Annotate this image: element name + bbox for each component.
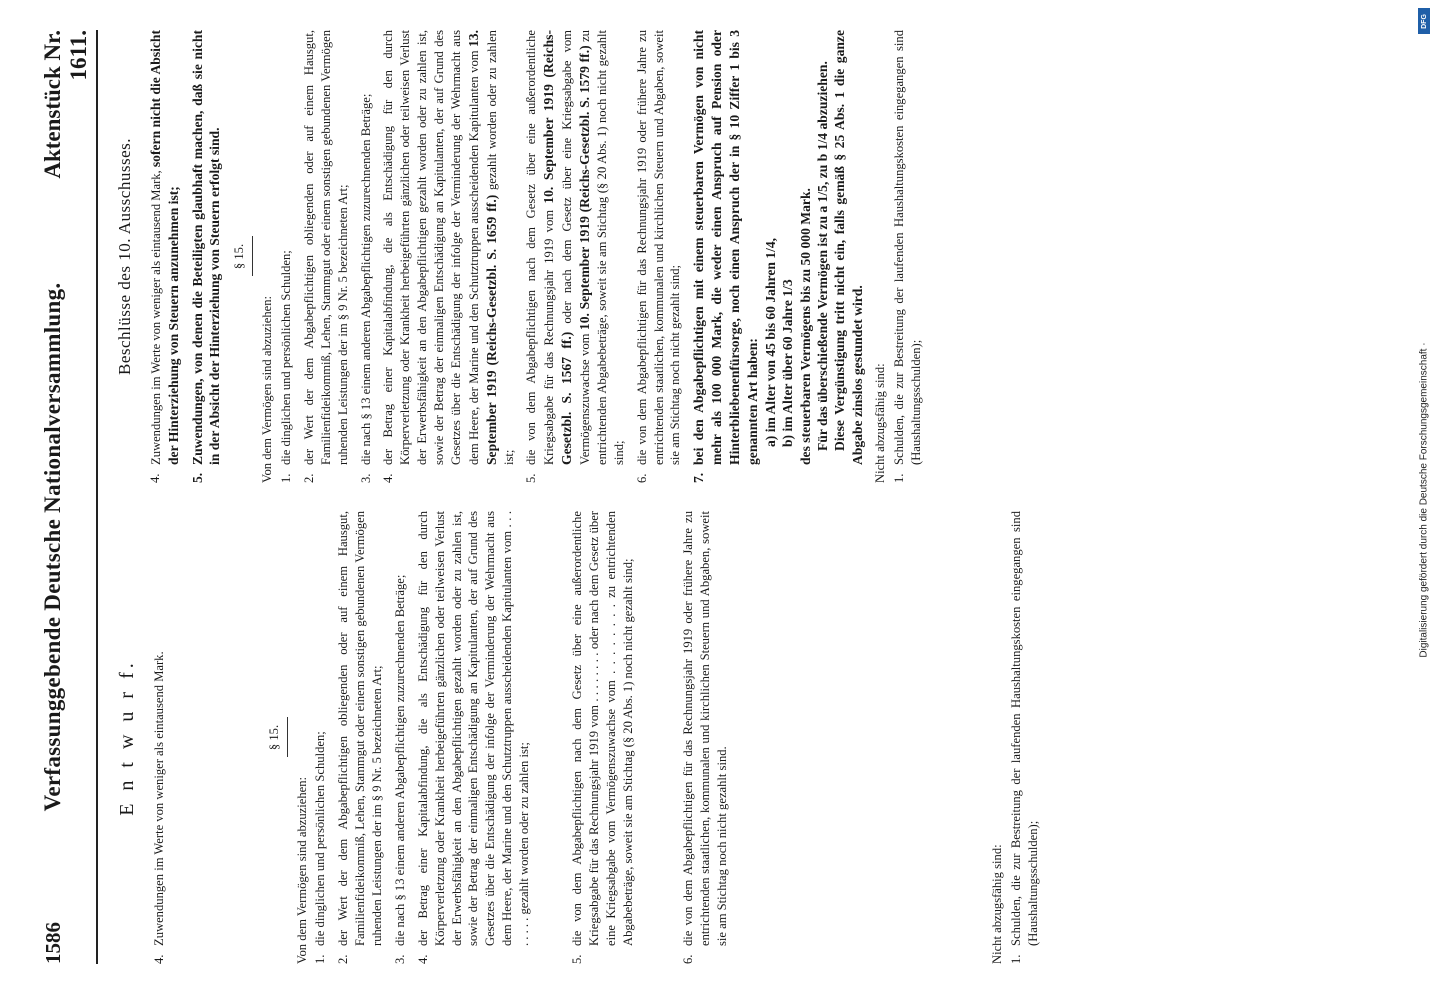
item-text-amended: Für das überschießende Vermögen ist zu a 1/5, zu b 1/4 abzuziehen. xyxy=(814,61,830,451)
item-text-plain: zu entrichtenden Abgabebeträge, soweit sie am Stichtag (§ 20 Abs. 1) noch nicht gezahlt sind; xyxy=(578,30,626,465)
item-text: Zuwendungen im Werte von weniger als eintausend Mark. xyxy=(151,651,166,946)
item-number: 1. xyxy=(892,473,907,483)
item-text-amended: Diese Vergünstigung tritt nicht ein, falls gemäß § 25 Abs. 1 die ganze Abgabe zinslos gestundet wird. xyxy=(832,30,865,465)
item-text: die nach § 13 einem anderen Abgabepflichtigen zuzurechnenden Beträge; xyxy=(358,93,373,465)
page-number: 1586 xyxy=(41,922,65,964)
item-text: Schulden, die zur Bestreitung der laufenden Haushaltungskosten eingegangen sind (Haushaltungsschulden); xyxy=(892,30,923,465)
list-item xyxy=(1008,511,1042,964)
credit-text: Digitalisierung gefördert durch die Deutsche Forschungsgemeinschaft · xyxy=(1418,342,1430,658)
sub-item: b) im Alter über 60 Jahre 1/3 xyxy=(780,279,796,447)
column-gap xyxy=(174,511,258,964)
exclusion-intro: Nicht abzugsfähig sind: xyxy=(873,363,888,483)
item-text-amended: sofern nicht die Absicht der Hinterziehung von Steuern anzunehmen ist; xyxy=(147,29,181,465)
item-number: 5. xyxy=(569,954,584,964)
item-number: 5. xyxy=(189,472,205,483)
list-item xyxy=(358,30,375,483)
column-gap xyxy=(539,511,569,964)
list-item xyxy=(189,30,224,483)
item-text xyxy=(690,30,866,465)
item-number: 3. xyxy=(358,473,373,483)
exclusion-intro: Nicht abzugsfähig sind: xyxy=(990,844,1005,964)
item-text: der Wert der dem Abgabepflichtigen obliegenden oder auf einem Hausgut, Familienfideikommiß, Lehen, Stammgut oder einem sonstigen gebundenen Vermögen ruhenden Leistungen der im § 9 Nr. 5 bezeichneten Art; xyxy=(301,30,350,465)
section-intro: Von dem Vermögen sind abzuziehen: xyxy=(294,777,309,964)
column-gap xyxy=(642,511,680,964)
document-title: Verfassunggebende Deutsche Nationalversammlung. xyxy=(40,282,65,812)
list-item xyxy=(301,30,352,483)
item-number: 4. xyxy=(415,954,430,964)
item-number: 1. xyxy=(279,473,294,483)
item-text xyxy=(523,30,627,465)
list-item xyxy=(151,511,168,964)
item-text xyxy=(147,30,183,465)
item-text-amended: 13. September 1919 (Reichs-Gesetzbl. S. 1659 ff.) xyxy=(465,30,499,465)
item-text-plain: die von dem Abgabepflichtigen nach dem Gesetz über eine außerordentliche Kriegsabgabe für das Rechnungsjahr 1919 vom xyxy=(524,30,557,465)
list-item xyxy=(278,30,295,483)
item-text: die nach § 13 einem anderen Abgabepflichtigen zuzurechnenden Beträge; xyxy=(392,574,407,946)
list-item xyxy=(392,511,409,964)
item-number: 4. xyxy=(151,954,166,964)
list-item xyxy=(891,30,925,483)
item-text: die von dem Abgabepflichtigen für das Rechnungsjahr 1919 oder frühere Jahre zu entrichtenden staatlichen, kommunalen und kirchlichen Steuern und Abgaben, soweit sie am Stichtag noch nicht gezahlt sind; xyxy=(634,30,683,465)
list-item xyxy=(335,511,386,964)
running-head xyxy=(40,30,98,964)
item-text-plain: Zuwendungen im Werte von weniger als eintausend Mark, xyxy=(148,170,163,465)
item-number: 3. xyxy=(392,954,407,964)
item-number: 7. xyxy=(691,472,707,483)
paragraph-number: § 15. xyxy=(266,724,281,751)
list-item xyxy=(634,30,685,483)
item-number: 1. xyxy=(1008,954,1023,964)
dfg-logo xyxy=(1418,8,1430,34)
item-number: 1. xyxy=(313,954,328,964)
draft-column xyxy=(112,497,1048,964)
item-number: 5. xyxy=(524,473,539,483)
list-item xyxy=(569,511,637,964)
item-text-plain: der Betrag einer Kapitalabfindung, die als Entschädigung für den durch Körperverletzung oder Krankheit herbeigeführten gänzlichen oder teilweisen Verlust der Erwerbsfähigkeit an den Abgabepflichtigen gezahlt worden oder zu zahlen ist, sowie der Betrag der einmaligen Entschädigung an Kapitulanten, der auf Grund des Gesetzes über die Entschädigung der infolge der Verminderung der Wehrmacht aus dem Heere, der Marine und den Schutztruppen ausscheidenden Kapitulanten vom xyxy=(381,30,481,465)
committee-heading: Beschlüsse des 10. Ausschusses. xyxy=(115,138,134,375)
draft-heading: E n t w u r f. xyxy=(116,659,138,816)
column-gap xyxy=(737,511,987,964)
item-text: der Betrag einer Kapitalabfindung, die als Entschädigung für den durch Körperverletzung oder Krankheit herbeigeführten gänzlichen oder teilweisen Verlust der Erwerbsfähigkeit an den Abgabepflichtigen gezahlt worden oder zu zahlen ist, sowie der Betrag der einmaligen Entschädigung an Kapitulanten, der auf Grund des Gesetzes über die Entschädigung der infolge der Verminderung der Wehrmacht aus dem Heere, der Marine und den Schutztruppen ausscheidenden Kapitulanten vom . . . . . . . . gezahlt worden oder zu zahlen ist; xyxy=(415,511,532,946)
item-text-amended: 10. September 1919 (Reichs-Gesetzbl. S. 1567 ff.) xyxy=(541,30,575,465)
item-text-amended: des steuerbaren Vermögens bis zu 50 000 Mark. xyxy=(797,188,813,465)
committee-column xyxy=(112,30,1048,497)
item-text-amended: bei den Abgabepflichtigen mit einem steuerbaren Vermögen von nicht mehr als 100 000 Mark, die weder einen Anspruch auf Pension oder Hinterbliebenenfürsorge, noch einen Anspruch der in § 10 Ziffer 1 bis 3 genannten Art haben: xyxy=(691,30,760,465)
item-number: 2. xyxy=(336,954,351,964)
item-text xyxy=(380,30,517,465)
item-text-plain: gezahlt worden oder zu zahlen ist; xyxy=(484,30,516,465)
sub-item: a) im Alter von 45 bis 60 Jahren 1/4, xyxy=(762,237,778,447)
dfg-logo-text: DFG xyxy=(1420,13,1428,29)
paragraph-rule xyxy=(287,718,288,758)
document-reference: Aktenstück Nr. 1611. xyxy=(40,30,91,179)
item-text: die von dem Abgabepflichtigen für das Rechnungsjahr 1919 oder frühere Jahre zu entrichtenden staatlichen, kommunalen und kirchlichen Steuern und Abgaben, soweit sie am Stichtag noch nicht gezahlt sind. xyxy=(681,511,730,946)
item-number: 4. xyxy=(381,473,396,483)
two-column-body xyxy=(112,30,1048,964)
paragraph-number: § 15. xyxy=(232,243,247,270)
item-number: 6. xyxy=(681,954,696,964)
item-text: die dinglichen und persönlichen Schulden; xyxy=(313,731,328,946)
list-item xyxy=(523,30,627,483)
item-number: 2. xyxy=(301,473,316,483)
item-text: die dinglichen und persönlichen Schulden; xyxy=(279,250,294,465)
list-item xyxy=(312,511,329,964)
list-item xyxy=(380,30,517,483)
item-text-amended: 10. September 1919 (Reichs-Gesetzbl. S. 1579 ff.) xyxy=(577,45,593,331)
list-item xyxy=(680,511,731,964)
item-text-plain: oder nach dem Gesetz über eine Kriegsabgabe vom Vermögenszuwachse vom xyxy=(560,30,593,465)
item-text: der Wert der dem Abgabepflichtigen obliegenden oder auf einem Hausgut, Familienfideikommiß, Lehen, Stammgut oder einem sonstigen gebundenen Vermögen ruhenden Leistungen der im § 9 Nr. 5 bezeichneten Art; xyxy=(336,511,385,946)
item-text: die von dem Abgabepflichtigen nach dem Gesetz über eine außerordentliche Kriegsabgabe für das Rechnungsjahr 1919 vom . . . . . . . . oder nach dem Gesetz über eine Kriegsabgabe vom Vermögenszuwachse vom . . . . . . . . zu entrichtenden Abgabebeträge, soweit sie am Stichtag (§ 20 Abs. 1) noch nicht gezahlt sind; xyxy=(569,511,635,946)
item-text-amended: Zuwendungen, von denen die Beteiligten glaubhaft machen, daß sie nicht in der Absicht der Hinterziehung von Steuern erfolgt sind. xyxy=(189,30,222,465)
item-number: 6. xyxy=(634,473,649,483)
item-number: 4. xyxy=(147,473,162,483)
list-item xyxy=(690,30,866,483)
paragraph-rule xyxy=(252,237,253,277)
item-text: Schulden, die zur Bestreitung der laufenden Haushaltungskosten eingegangen sind (Haushaltungsschulden); xyxy=(1008,511,1040,946)
digitization-credit xyxy=(1414,0,1434,1000)
list-item xyxy=(147,30,183,483)
section-intro: Von dem Vermögen sind abzuziehen: xyxy=(260,296,275,483)
list-item xyxy=(415,511,533,964)
